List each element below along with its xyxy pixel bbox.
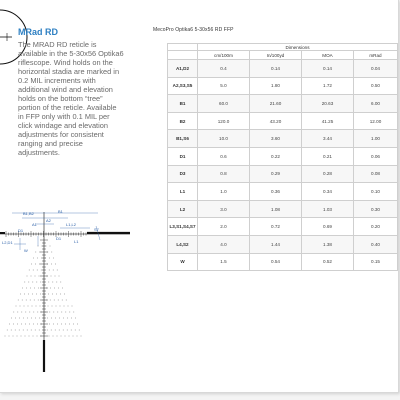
table-cell: 12.00	[354, 112, 398, 130]
column-header-cm: cm/100m	[198, 51, 250, 60]
table-cell: 1.72	[302, 77, 354, 95]
label-s7: S7	[94, 227, 99, 232]
label-d1: D1	[18, 228, 24, 233]
row-label: B1	[168, 95, 198, 113]
label-a1: A1	[32, 222, 37, 227]
label-w: W	[24, 248, 28, 253]
row-label: B2	[168, 112, 198, 130]
table-cell: 0.04	[354, 60, 398, 78]
table-cell: 0.36	[250, 183, 302, 201]
table-cell: 1.44	[250, 235, 302, 253]
label-b1: B1	[58, 209, 63, 214]
table-cell: 0.54	[250, 253, 302, 271]
table-cell: 1.38	[302, 235, 354, 253]
row-label: W	[168, 253, 198, 271]
column-header-in: In/100yd	[250, 51, 302, 60]
table-row	[168, 200, 398, 218]
table-cell: 0.69	[302, 218, 354, 236]
label-a2: A2	[46, 218, 51, 223]
table-cell: 0.34	[302, 183, 354, 201]
table-cell: 60.0	[198, 95, 250, 113]
table-row	[168, 130, 398, 148]
table-cell: 0.40	[354, 235, 398, 253]
table-cell: 0.4	[198, 60, 250, 78]
table-cell: 5.0	[198, 77, 250, 95]
table-cell: 0.52	[302, 253, 354, 271]
label-l1-right: L1	[74, 239, 79, 244]
table-cell: 0.20	[354, 218, 398, 236]
table-row	[168, 60, 398, 78]
table-cell: 0.8	[198, 165, 250, 183]
table-cell: 0.30	[354, 200, 398, 218]
row-label: D1	[168, 147, 198, 165]
table-cell: 1.5	[198, 253, 250, 271]
table-row	[168, 77, 398, 95]
table-cell: 6.00	[354, 95, 398, 113]
table-cell: 1.08	[250, 200, 302, 218]
row-label: B1,S6	[168, 130, 198, 148]
table-cell: 20.63	[302, 95, 354, 113]
table-cell: 0.6	[198, 147, 250, 165]
table-cell: 43.20	[250, 112, 302, 130]
table-cell: 3.60	[250, 130, 302, 148]
label-l2-d1: L2,D1	[2, 240, 13, 245]
table-cell: 41.25	[302, 112, 354, 130]
table-cell: 3.0	[198, 200, 250, 218]
table-corner	[168, 44, 198, 51]
table-cell: 3.44	[302, 130, 354, 148]
table-cell: 120.0	[198, 112, 250, 130]
dimensions-header: Dimensions	[198, 44, 398, 51]
row-label: L1	[168, 183, 198, 201]
column-header-empty	[168, 51, 198, 60]
table-cell: 0.21	[302, 147, 354, 165]
table-cell: 21.60	[250, 95, 302, 113]
table-cell: 1.00	[354, 130, 398, 148]
table-cell: 0.72	[250, 218, 302, 236]
label-d1-right: D1	[56, 236, 62, 241]
table-cell: 0.15	[354, 253, 398, 271]
table-row	[168, 253, 398, 271]
table-row	[168, 147, 398, 165]
table-cell: 0.14	[302, 60, 354, 78]
row-label: L3,S1,S4,S7	[168, 218, 198, 236]
reticle-description: The MRAD RD reticle is available in the 5-30x56 Optika6 riflescope. Wind holds on the horizontal stadia are marked in 0.2 MIL increments with additional wind and elevation holds on the bottom “tree” portion of the reticle. Available in FFP only with 0.1 MIL per click windage and elevation adjustments for consistent ranging and precise adjustments.	[18, 40, 124, 157]
row-label: L2	[168, 200, 198, 218]
table-cell: 0.29	[250, 165, 302, 183]
reticle-heading: MRad RD	[18, 27, 58, 37]
label-l1-l2: L1,L2	[66, 222, 77, 227]
table-cell: 0.22	[250, 147, 302, 165]
column-header-mrad: mRad	[354, 51, 398, 60]
label-b1-b2: B1,B2	[23, 211, 34, 216]
table-cell: 0.06	[354, 147, 398, 165]
table-row	[168, 165, 398, 183]
table-cell: 1.03	[302, 200, 354, 218]
column-header-moa: MOA	[302, 51, 354, 60]
table-cell: 0.10	[354, 183, 398, 201]
row-label: L4,S2	[168, 235, 198, 253]
row-label: A2,S3,S5	[168, 77, 198, 95]
table-row	[168, 112, 398, 130]
row-label: D3	[168, 165, 198, 183]
table-cell: 0.08	[354, 165, 398, 183]
table-row	[168, 183, 398, 201]
row-label: A1,D2	[168, 60, 198, 78]
table-cell: 10.0	[198, 130, 250, 148]
table-row	[168, 218, 398, 236]
spec-table-title: MecoPro Optika6 5-30x56 RD FFP	[153, 27, 234, 33]
table-cell: 0.50	[354, 77, 398, 95]
table-row	[168, 95, 398, 113]
dimensions-table	[167, 43, 398, 271]
table-cell: 2.0	[198, 218, 250, 236]
table-row	[168, 235, 398, 253]
table-cell: 4.0	[198, 235, 250, 253]
table-cell: 1.0	[198, 183, 250, 201]
table-cell: 0.28	[302, 165, 354, 183]
table-cell: 1.80	[250, 77, 302, 95]
table-cell: 0.14	[250, 60, 302, 78]
